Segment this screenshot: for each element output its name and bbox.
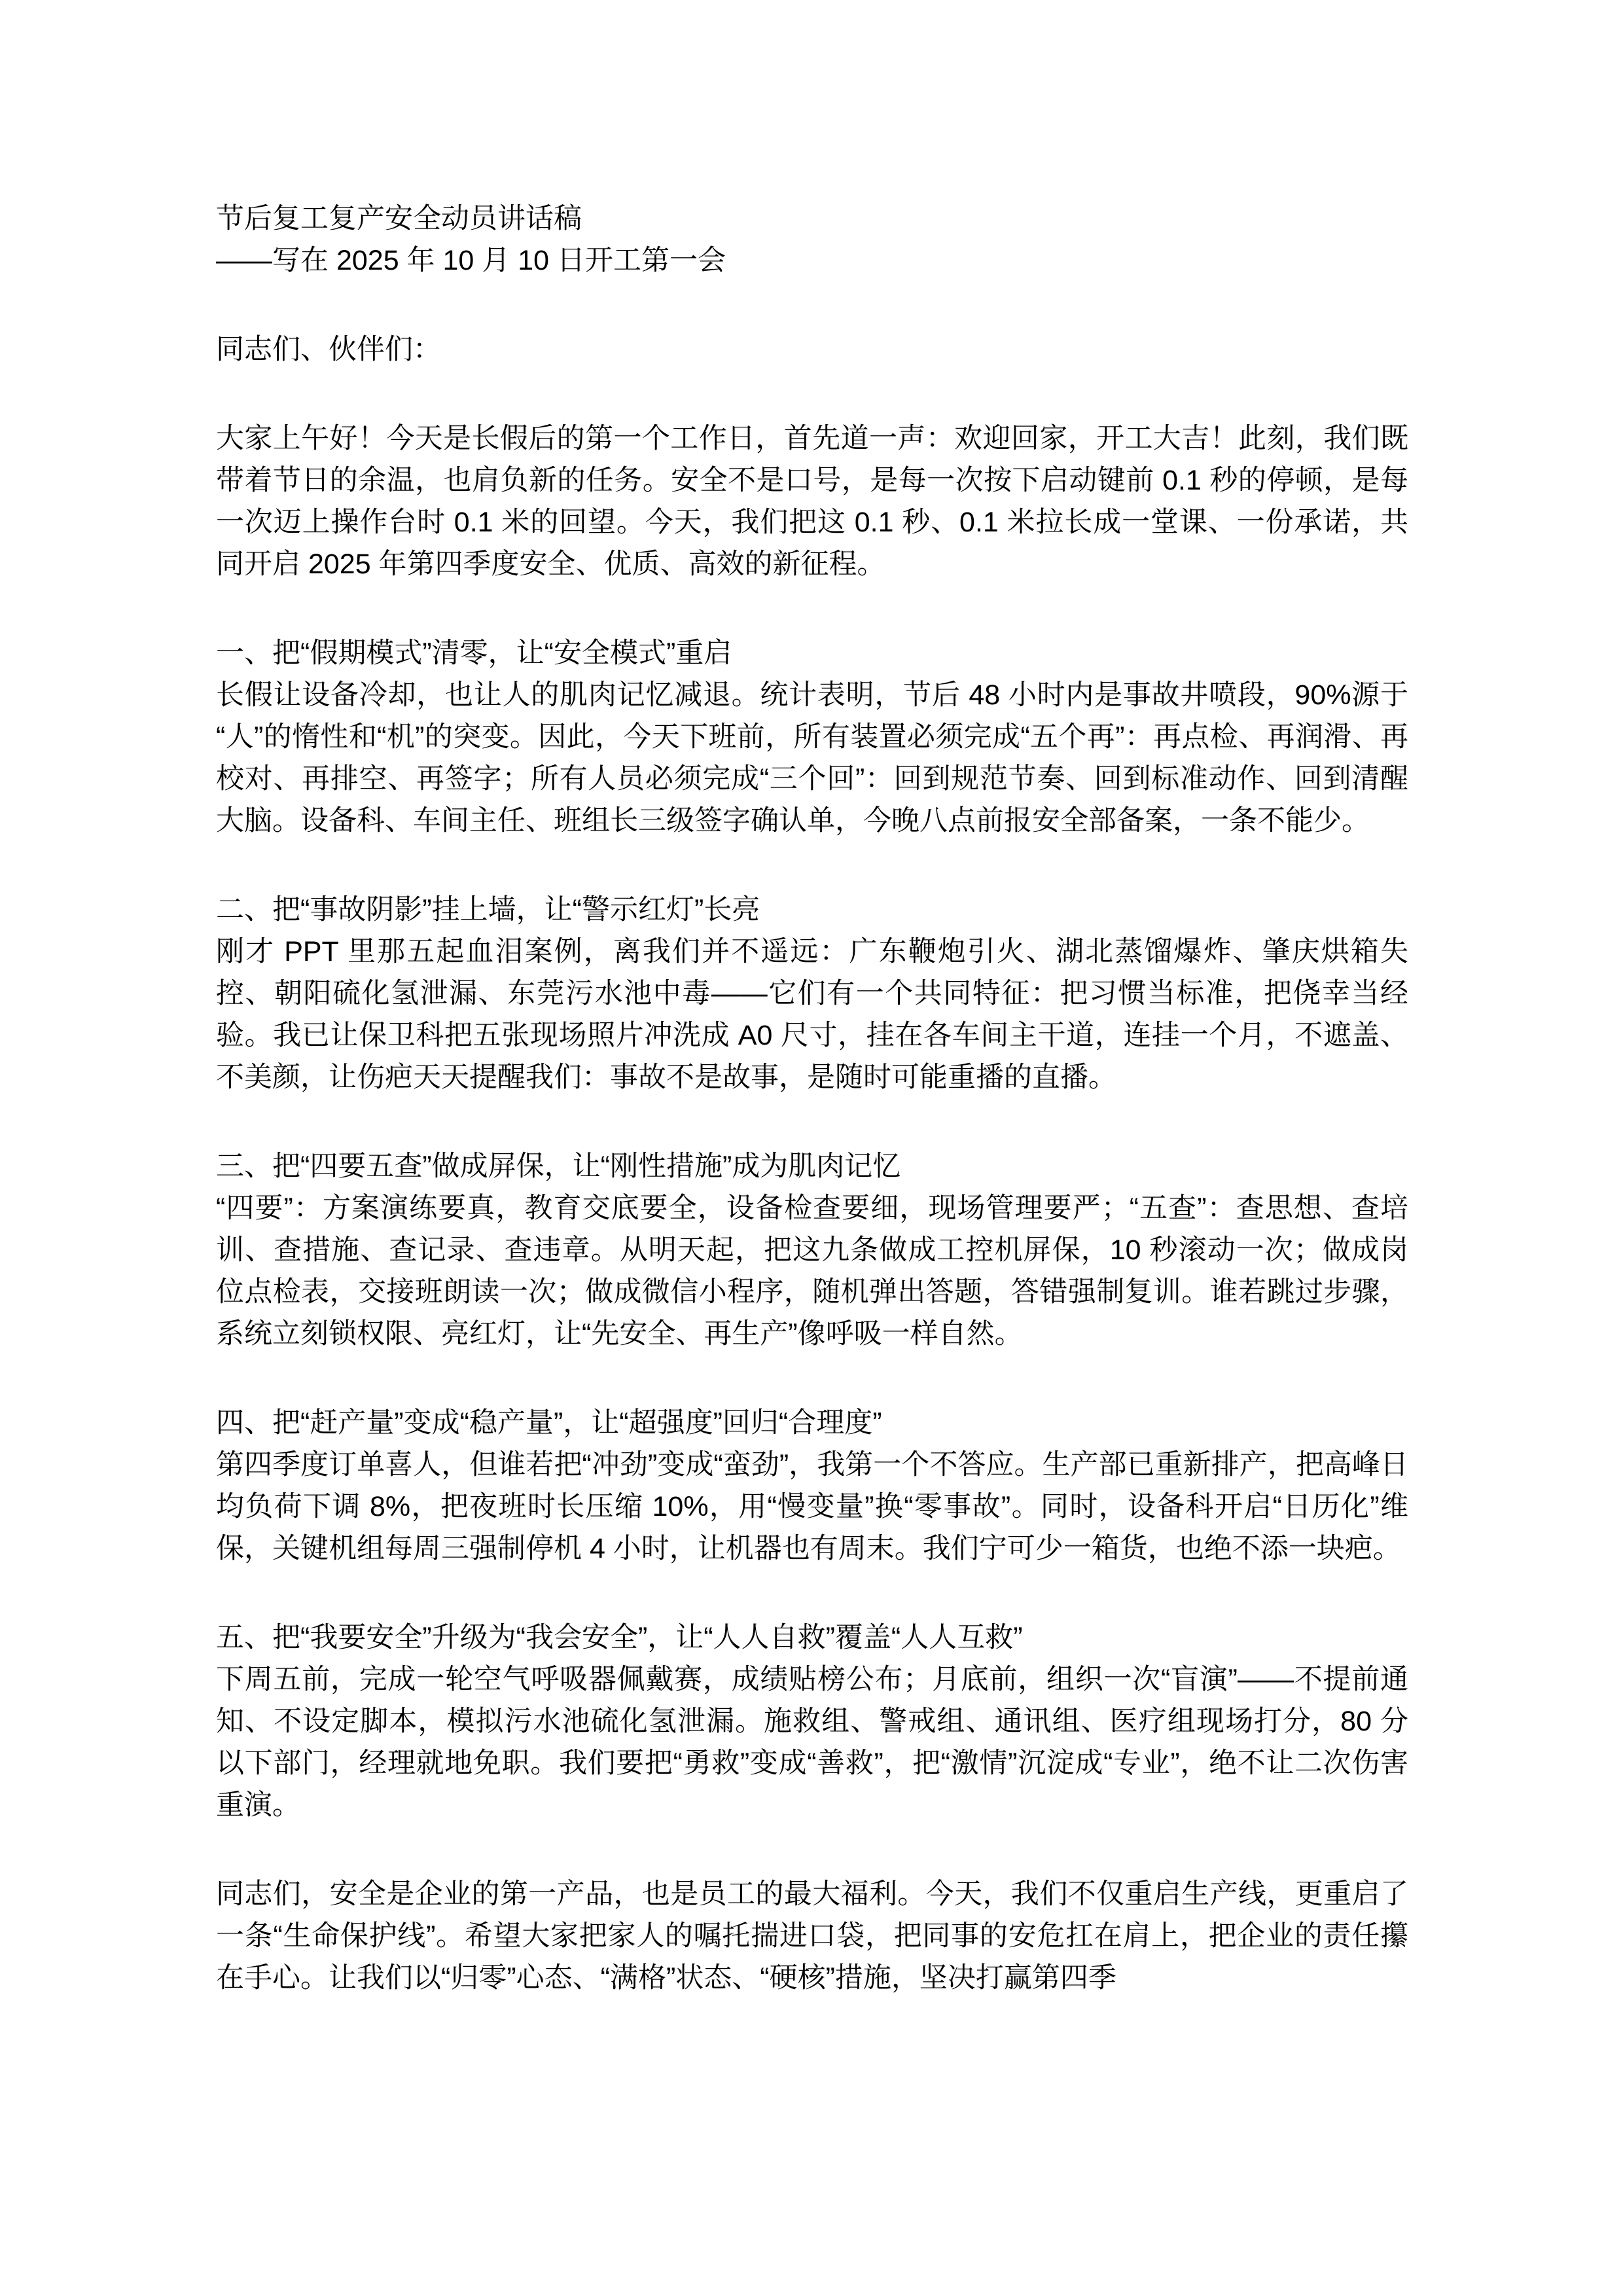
section-3 bbox=[216, 1145, 1408, 1355]
section-heading: 一、把“假期模式”清零，让“安全模式”重启 bbox=[216, 637, 732, 669]
section-heading: 三、把“四要五查”做成屏保，让“刚性措施”成为肌肉记忆 bbox=[216, 1151, 901, 1182]
section-2 bbox=[216, 889, 1408, 1098]
intro-paragraph bbox=[216, 418, 1408, 585]
section-heading: 五、把“我要安全”升级为“我会安全”，让“人人自救”覆盖“人人互救” bbox=[216, 1622, 1023, 1653]
section-body: 下周五前，完成一轮空气呼吸器佩戴赛，成绩贴榜公布；月底前，组织一次“盲演”——不提前通知、不设定脚本，模拟污水池硫化氢泄漏。施救组、警戒组、通讯组、医疗组现场打分，80 分以下部门，经理就地免职。我们要把“勇救”变成“善救”，把“激情”沉淀成“专业”，绝不让二次伤害重演。 bbox=[216, 1664, 1408, 1821]
section-body: “四要”：方案演练要真，教育交底要全，设备检查要细，现场管理要严；“五查”：查思想、查培训、查措施、查记录、查违章。从明天起，把这九条做成工控机屏保，10 秒滚动一次；做成岗位点检表，交接班朗读一次；做成微信小程序，随机弹出答题，答错强制复训。谁若跳过步骤，系统立刻锁权限、亮红灯，让“先安全、再生产”像呼吸一样自然。 bbox=[216, 1193, 1408, 1350]
document-subtitle: ——写在 2025 年 10 月 10 日开工第一会 bbox=[216, 245, 726, 276]
section-1 bbox=[216, 632, 1408, 842]
document-title: 节后复工复产安全动员讲话稿 bbox=[216, 203, 582, 234]
section-body: 长假让设备冷却，也让人的肌肉记忆减退。统计表明，节后 48 小时内是事故井喷段，90%源于“人”的惰性和“机”的突变。因此，今天下班前，所有装置必须完成“五个再”：再点检、再润滑、再校对、再排空、再签字；所有人员必须完成“三个回”：回到规范节奏、回到标准动作、回到清醒大脑。设备科、车间主任、班组长三级签字确认单，今晚八点前报安全部备案，一条不能少。 bbox=[216, 679, 1408, 836]
section-body: 刚才 PPT 里那五起血泪案例，离我们并不遥远：广东鞭炮引火、湖北蒸馏爆炸、肇庆烘箱失控、朝阳硫化氢泄漏、东莞污水池中毒——它们有一个共同特征：把习惯当标准，把侥幸当经验。我已让保卫科把五张现场照片冲洗成 A0 尺寸，挂在各车间主干道，连挂一个月，不遮盖、不美颜，让伤疤天天提醒我们：事故不是故事，是随时可能重播的直播。 bbox=[216, 936, 1408, 1093]
closing-paragraph bbox=[216, 1873, 1408, 1999]
closing-text: 同志们，安全是企业的第一产品，也是员工的最大福利。今天，我们不仅重启生产线，更重启了一条“生命保护线”。希望大家把家人的嘱托揣进口袋，把同事的安危扛在肩上，把企业的责任攥在手心。让我们以“归零”心态、“满格”状态、“硬核”措施，坚决打赢第四季 bbox=[216, 1878, 1408, 1994]
title-block bbox=[216, 198, 1408, 281]
section-5 bbox=[216, 1617, 1408, 1826]
document-content bbox=[216, 198, 1408, 1999]
section-heading: 二、把“事故阴影”挂上墙，让“警示红灯”长亮 bbox=[216, 894, 760, 925]
intro-text: 大家上午好！今天是长假后的第一个工作日，首先道一声：欢迎回家，开工大吉！此刻，我们既带着节日的余温，也肩负新的任务。安全不是口号，是每一次按下启动键前 0.1 秒的停顿，是每一次迈上操作台时 0.1 米的回望。今天，我们把这 0.1 秒、0.1 米拉长成一堂课、一份承诺，共同开启 2025 年第四季度安全、优质、高效的新征程。 bbox=[216, 423, 1408, 580]
section-heading: 四、把“赶产量”变成“稳产量”，让“超强度”回归“合理度” bbox=[216, 1407, 882, 1439]
section-body: 第四季度订单喜人，但谁若把“冲劲”变成“蛮劲”，我第一个不答应。生产部已重新排产，把高峰日均负荷下调 8%，把夜班时长压缩 10%，用“慢变量”换“零事故”。同时，设备科开启“日历化”维保，关键机组每周三强制停机 4 小时，让机器也有周末。我们宁可少一箱货，也绝不添一块疤。 bbox=[216, 1449, 1408, 1564]
section-4 bbox=[216, 1402, 1408, 1570]
greeting: 同志们、伙伴们： bbox=[216, 334, 441, 365]
greeting-block bbox=[216, 329, 1408, 370]
